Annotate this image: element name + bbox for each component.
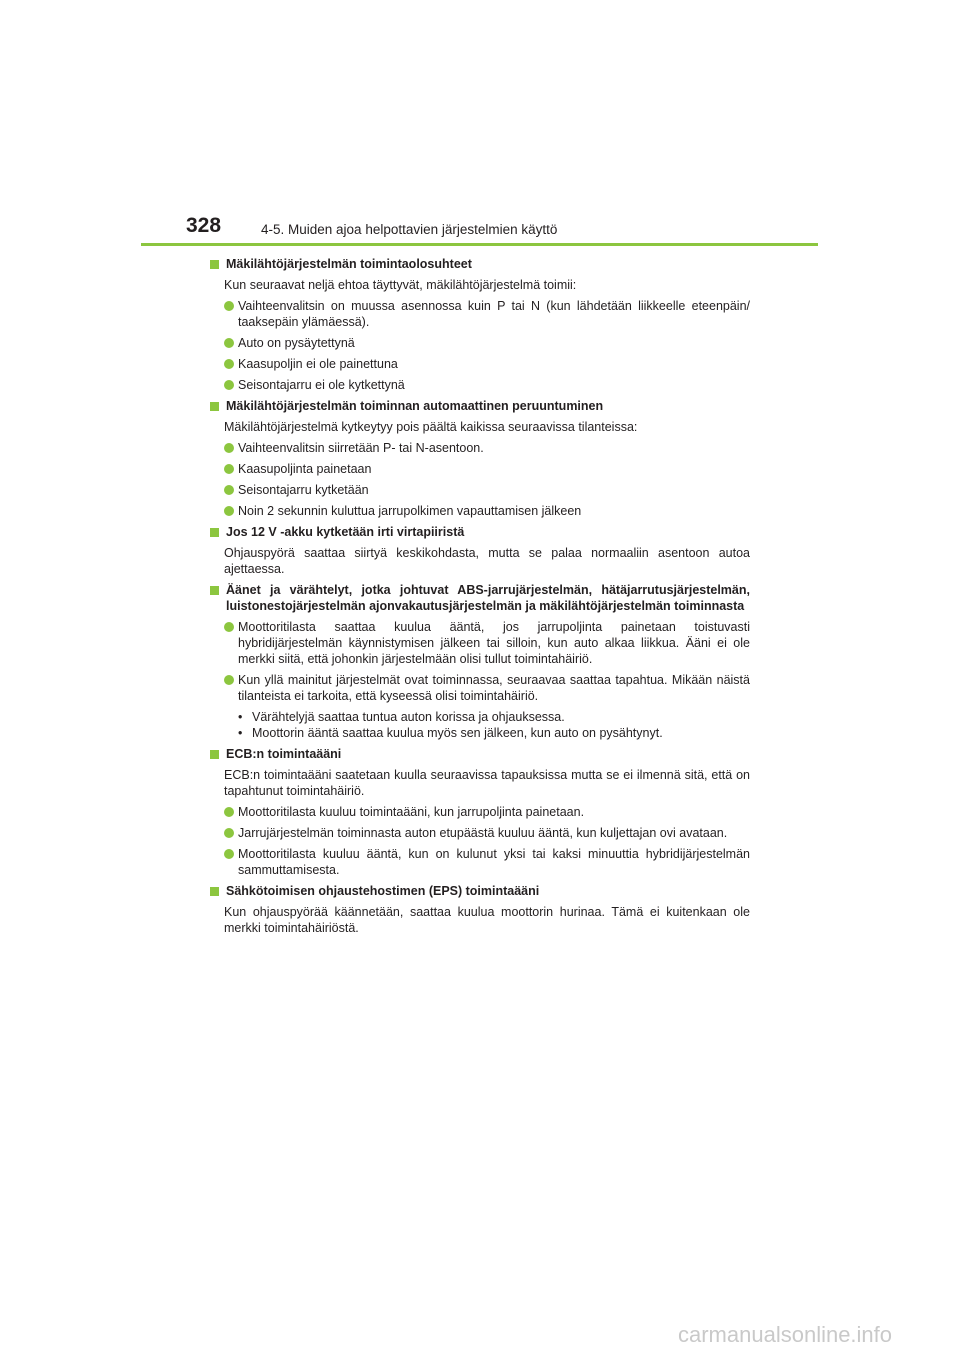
- bullet-dot-icon: [224, 464, 234, 474]
- bullet-dot-icon: [224, 301, 234, 311]
- section-heading: Mäkilähtöjärjestelmän toimintaolosuhteet: [226, 257, 472, 271]
- sub-list-item: • Värähtelyjä saattaa tuntua auton korissa ja ohjauksessa.: [238, 710, 565, 724]
- list-item: Kun yllä mainitut järjestelmät ovat toiminnassa, seuraavaa saattaa tapahtua. Mikään näistä tilanteista ei tarkoita, että kyseessä olisi toimintahäiriö.: [224, 672, 750, 704]
- section-intro: Mäkilähtöjärjestelmä kytkeytyy pois päältä kaikissa seuraavissa tilanteissa:: [224, 420, 638, 434]
- list-item: Jarrujärjestelmän toiminnasta auton etupäästä kuuluu ääntä, kun kuljettajan ovi avataan.: [224, 825, 750, 841]
- bullet-icon: •: [238, 710, 243, 724]
- sub-list-item: • Moottorin ääntä saattaa kuulua myös sen jälkeen, kun auto on pysähtynyt.: [238, 726, 663, 740]
- section-start-conditions: [208, 256, 750, 393]
- bullet-dot-icon: [224, 338, 234, 348]
- bullet-dot-icon: [224, 380, 234, 390]
- list-item: Seisontajarru kytketään: [224, 482, 750, 498]
- square-icon: [210, 528, 219, 537]
- list-item: Kaasupoljinta painetaan: [224, 461, 750, 477]
- section-intro: Kun ohjauspyörää käännetään, saattaa kuulua moottorin hurinaa. Tämä ei kuitenkaan ole merkki toimintahäiriöstä.: [224, 905, 750, 935]
- section-intro: Kun seuraavat neljä ehtoa täyttyvät, mäkilähtöjärjestelmä toimii:: [224, 278, 577, 292]
- bullet-dot-icon: [224, 849, 234, 859]
- bullet-dot-icon: [224, 443, 234, 453]
- section-eps-sound: [208, 883, 750, 936]
- section-heading: Äänet ja värähtelyt, jotka johtuvat ABS-jarrujärjestelmän, hätäjarrutusjärjestelmän, luistonestojärjestelmän ajonvakautusjärjestelmän ja mäkilähtöjärjestelmän toiminnasta: [226, 583, 750, 613]
- list-item: Auto on pysäytettynä: [224, 335, 750, 351]
- list-item: Moottoritilasta kuuluu toimintaääni, kun jarrupoljinta painetaan.: [224, 804, 750, 820]
- page-number: 328: [186, 214, 222, 237]
- bullet-dot-icon: [224, 807, 234, 817]
- square-icon: [210, 586, 219, 595]
- section-battery-disconnect: [208, 524, 750, 577]
- bullet-icon: •: [238, 726, 243, 740]
- list-item: Seisontajarru ei ole kytkettynä: [224, 377, 750, 393]
- bullet-dot-icon: [224, 359, 234, 369]
- bullet-dot-icon: [224, 675, 234, 685]
- bullet-dot-icon: [224, 485, 234, 495]
- page-content: [208, 256, 750, 936]
- square-icon: [210, 402, 219, 411]
- header-rule: [141, 243, 818, 246]
- section-heading: Sähkötoimisen ohjaustehostimen (EPS) toimintaääni: [226, 884, 540, 898]
- section-heading: Jos 12 V -akku kytketään irti virtapiiristä: [226, 525, 465, 539]
- list-item: Noin 2 sekunnin kuluttua jarrupolkimen vapauttamisen jälkeen: [224, 503, 750, 519]
- chapter-title: 4-5. Muiden ajoa helpottavien järjestelmien käyttö: [261, 222, 558, 237]
- square-icon: [210, 750, 219, 759]
- section-heading: ECB:n toimintaääni: [226, 747, 342, 761]
- section-intro: Ohjauspyörä saattaa siirtyä keskikohdasta, mutta se palaa normaaliin asentoon autoa ajettaessa.: [224, 546, 750, 576]
- bullet-dot-icon: [224, 506, 234, 516]
- section-auto-cancel: [208, 398, 750, 519]
- section-sounds-vibrations: [208, 582, 750, 741]
- square-icon: [210, 887, 219, 896]
- square-icon: [210, 260, 219, 269]
- section-heading: Mäkilähtöjärjestelmän toiminnan automaattinen peruuntuminen: [226, 399, 604, 413]
- section-ecb-sound: [208, 746, 750, 878]
- list-item: Vaihteenvalitsin on muussa asennossa kuin P tai N (kun lähdetään liikkeelle eteenpäin/ taaksepäin ylämäessä).: [224, 298, 750, 330]
- section-intro: ECB:n toimintaääni saatetaan kuulla seuraavissa tapauksissa mutta se ei ilmennä sitä, että on tapahtunut toimintahäiriö.: [224, 768, 750, 798]
- watermark: carmanualsonline.info: [678, 1322, 893, 1347]
- list-item: Moottoritilasta saattaa kuulua ääntä, jos jarrupoljinta painetaan toistuvasti hybridijärjestelmän käynnistymisen jälkeen tai silloin, kun auto alkaa liikkua. Ääni ei ole merkki siitä, että johonkin järjestelmään olisi tullut toimintahäiriö.: [224, 619, 750, 667]
- list-item: Vaihteenvalitsin siirretään P- tai N-asentoon.: [224, 440, 750, 456]
- bullet-dot-icon: [224, 828, 234, 838]
- bullet-dot-icon: [224, 622, 234, 632]
- list-item: Moottoritilasta kuuluu ääntä, kun on kulunut yksi tai kaksi minuuttia hybridijärjestelmän sammuttamisesta.: [224, 846, 750, 878]
- list-item: Kaasupoljin ei ole painettuna: [224, 356, 750, 372]
